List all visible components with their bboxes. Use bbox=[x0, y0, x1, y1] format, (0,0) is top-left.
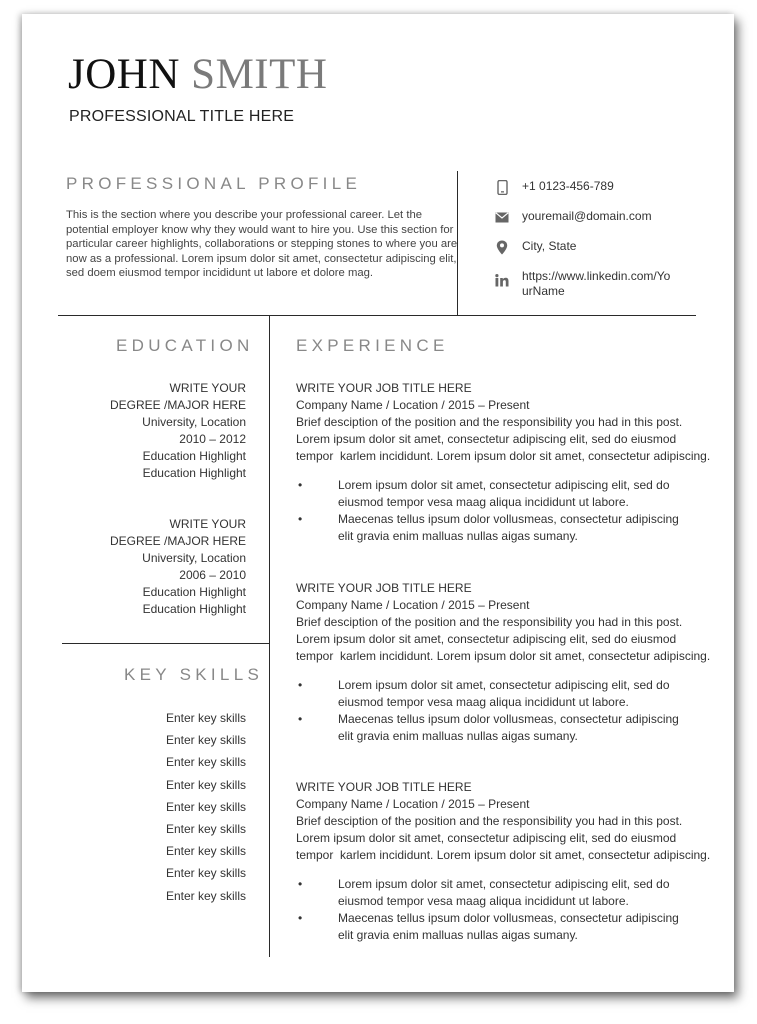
job-description: Lorem ipsum dolor sit amet, consectetur adipiscing elit, sed do eiusmod bbox=[296, 831, 677, 845]
column-divider bbox=[269, 315, 270, 957]
education-highlight: Education Highlight bbox=[142, 585, 246, 599]
job-bullets bbox=[296, 876, 696, 944]
job-description: Brief desciption of the position and the responsibility you had in this post. bbox=[296, 814, 683, 828]
job-title: WRITE YOUR JOB TITLE HERE bbox=[296, 381, 472, 395]
profile-text: This is the section where you describe your professional career. Let the potential employer know why they would want to hire you. Use this section for particular career highlights, collaborations or stepping stones to where you are now as a professional. Lorem ipsum dolor sit amet, consectetur adipiscing elit, sed doem eiusmod tempor incididunt ut labore et dolore mag. bbox=[66, 209, 458, 280]
job-title: WRITE YOUR JOB TITLE HERE bbox=[296, 581, 472, 595]
job-title: WRITE YOUR JOB TITLE HERE bbox=[296, 780, 472, 794]
skill-item: Enter key skills bbox=[165, 799, 246, 814]
job-bullet bbox=[296, 511, 696, 545]
degree-line-1: WRITE YOUR bbox=[169, 381, 246, 395]
job-company: Company Name / Location / 2015 – Present bbox=[296, 598, 530, 612]
job-description: Brief desciption of the position and the responsibility you had in this post. bbox=[296, 615, 683, 629]
job-entry bbox=[296, 380, 711, 545]
job-bullets bbox=[296, 477, 696, 545]
skill-item: Enter key skills bbox=[165, 733, 246, 748]
bullet-text: Maecenas tellus ipsum dolor vollusmeas, consectetur adipiscing elit gravia enim malluas nullas aigas sumany. bbox=[338, 712, 679, 743]
education-highlight: Education Highlight bbox=[142, 449, 246, 463]
bullet-text: Maecenas tellus ipsum dolor vollusmeas, consectetur adipiscing elit gravia enim malluas nullas aigas sumany. bbox=[338, 512, 679, 543]
experience-heading: EXPERIENCE bbox=[296, 336, 449, 355]
job-bullet bbox=[296, 711, 696, 745]
degree-line-2: DEGREE /MAJOR HERE bbox=[109, 534, 246, 548]
degree-line-1: WRITE YOUR bbox=[169, 517, 246, 531]
skill-item: Enter key skills bbox=[165, 777, 246, 792]
job-description: tempor karlem incididunt. Lorem ipsum dolor sit amet, consectetur adipiscing. bbox=[296, 649, 711, 663]
professional-title: PROFESSIONAL TITLE HERE bbox=[69, 108, 295, 125]
skill-item: Enter key skills bbox=[165, 711, 246, 725]
location-text: City, State bbox=[522, 239, 577, 253]
job-description: Brief desciption of the position and the responsibility you had in this post. bbox=[296, 415, 683, 429]
skill-item: Enter key skills bbox=[165, 844, 246, 859]
envelope-icon bbox=[494, 209, 510, 225]
bullet-symbol: • bbox=[298, 478, 303, 492]
profile-contact-divider bbox=[457, 171, 458, 315]
skill-item: Enter key skills bbox=[165, 821, 246, 836]
education-entry bbox=[82, 380, 246, 482]
job-description: tempor karlem incididunt. Lorem ipsum dolor sit amet, consectetur adipiscing. bbox=[296, 449, 711, 463]
job-bullet bbox=[296, 910, 696, 944]
university: University, Location bbox=[142, 551, 246, 565]
phone-icon bbox=[494, 179, 510, 195]
job-description: Lorem ipsum dolor sit amet, consectetur adipiscing elit, sed do eiusmod bbox=[296, 632, 677, 646]
job-entry bbox=[296, 580, 711, 745]
skills-heading: KEY SKILLS bbox=[124, 665, 264, 684]
job-entry bbox=[296, 779, 711, 944]
skill-item: Enter key skills bbox=[165, 888, 246, 903]
education-years: 2010 – 2012 bbox=[179, 432, 246, 446]
phone-text: +1 0123-456-789 bbox=[522, 179, 614, 193]
map-pin-icon bbox=[494, 239, 510, 255]
linkedin-text[interactable]: https://www.linkedin.com/YourName bbox=[522, 269, 671, 298]
skill-item: Enter key skills bbox=[165, 755, 246, 770]
last-name: SMITH bbox=[191, 51, 328, 98]
bullet-symbol: • bbox=[298, 877, 303, 891]
profile-heading: PROFESSIONAL PROFILE bbox=[66, 174, 362, 193]
linkedin-icon bbox=[494, 272, 510, 288]
job-company: Company Name / Location / 2015 – Present bbox=[296, 398, 530, 412]
bullet-text: Maecenas tellus ipsum dolor vollusmeas, consectetur adipiscing elit gravia enim malluas nullas aigas sumany. bbox=[338, 911, 679, 942]
job-description: Lorem ipsum dolor sit amet, consectetur adipiscing elit, sed do eiusmod bbox=[296, 432, 677, 446]
skill-item: Enter key skills bbox=[165, 866, 246, 881]
education-heading: EDUCATION bbox=[116, 336, 254, 355]
header-rule bbox=[58, 315, 696, 316]
skills-list bbox=[82, 710, 246, 910]
bullet-symbol: • bbox=[298, 512, 303, 526]
education-highlight: Education Highlight bbox=[142, 602, 246, 616]
job-bullet bbox=[296, 477, 696, 511]
first-name: JOHN bbox=[68, 51, 180, 98]
resume-page bbox=[22, 14, 734, 992]
bullet-symbol: • bbox=[298, 678, 303, 692]
job-bullet bbox=[296, 677, 696, 711]
job-company: Company Name / Location / 2015 – Present bbox=[296, 797, 530, 811]
education-highlight: Education Highlight bbox=[142, 466, 246, 480]
bullet-symbol: • bbox=[298, 911, 303, 925]
job-bullet bbox=[296, 876, 696, 910]
bullet-text: Lorem ipsum dolor sit amet, consectetur adipiscing elit, sed do eiusmod tempor vesa maag aliqua incididunt ut labore. bbox=[338, 478, 670, 509]
job-bullets bbox=[296, 677, 696, 745]
bullet-text: Lorem ipsum dolor sit amet, consectetur adipiscing elit, sed do eiusmod tempor vesa maag aliqua incididunt ut labore. bbox=[338, 678, 670, 709]
email-text[interactable]: youremail@domain.com bbox=[522, 209, 652, 223]
skills-rule bbox=[62, 643, 270, 644]
education-years: 2006 – 2010 bbox=[179, 568, 246, 582]
candidate-name bbox=[68, 50, 327, 100]
bullet-symbol: • bbox=[298, 712, 303, 726]
degree-line-2: DEGREE /MAJOR HERE bbox=[109, 398, 246, 412]
university: University, Location bbox=[142, 415, 246, 429]
education-entry bbox=[82, 516, 246, 618]
bullet-text: Lorem ipsum dolor sit amet, consectetur adipiscing elit, sed do eiusmod tempor vesa maag aliqua incididunt ut labore. bbox=[338, 877, 670, 908]
job-description: tempor karlem incididunt. Lorem ipsum dolor sit amet, consectetur adipiscing. bbox=[296, 848, 711, 862]
